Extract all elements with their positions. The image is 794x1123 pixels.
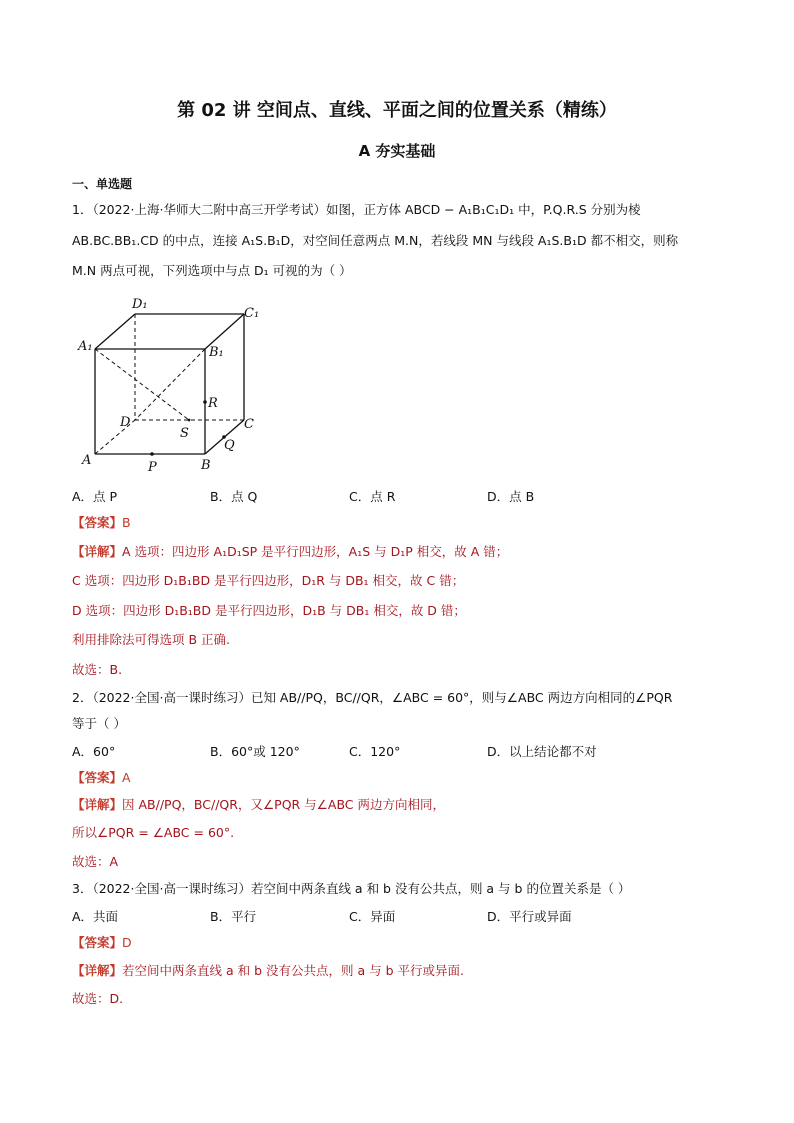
section-subtitle: A 夯实基础 [358,142,436,160]
q3-choose: 故选：D. [72,991,124,1006]
q3-detail-1 [72,962,464,980]
q3-answer [72,934,132,952]
q2-choose: 故选：A [72,854,119,869]
detail-text: 因 AB//PQ，BC//QR，又∠PQR 与∠ABC 两边方向相同， [122,797,446,812]
detail-tag: 【详解】 [72,544,123,559]
detail-tag: 【详解】 [72,963,123,978]
answer-value: D [122,935,132,950]
q2-detail-2: 所以∠PQR = ∠ABC = 60°. [72,825,235,840]
answer-tag: 【答案】 [72,770,123,785]
label-A1: A₁ [78,339,93,354]
section-heading: 一、单选题 [72,177,133,191]
q2-option-c: C．120° [349,744,401,759]
q1-option-d: D．点 B [487,489,535,504]
q3-stem-line1: 3．（2022·全国·高一课时练习）若空间中两条直线 a 和 b 没有公共点，则 a 与 b 的位置关系是（ ） [72,881,631,896]
page-title: 第 02 讲 空间点、直线、平面之间的位置关系（精练） [177,100,617,121]
answer-tag: 【答案】 [72,515,123,530]
q2-detail-1 [72,796,445,814]
q2-stem-line1: 2．（2022·全国·高一课时练习）已知 AB//PQ，BC//QR，∠ABC = 60°，则与∠ABC 两边方向相同的∠PQR [72,690,673,705]
q1-option-b: B．点 Q [210,489,258,504]
detail-tag: 【详解】 [72,797,123,812]
q1-option-c: C．点 R [349,489,396,504]
q3-option-d: D．平行或异面 [487,909,572,924]
q1-detail-3: D 选项：四边形 D₁B₁BD 是平行四边形，D₁B 与 DB₁ 相交，故 D 错； [72,603,466,618]
label-C1: C₁ [244,306,260,321]
answer-value: B [122,515,131,530]
label-P: P [148,460,157,475]
q2-option-a: A．60° [72,744,116,759]
q1-option-a: A．点 P [72,489,118,504]
label-S: S [180,426,189,441]
q3-option-b: B．平行 [210,909,257,924]
q1-answer [72,514,131,532]
label-A: A [82,453,92,468]
label-D: D [120,415,131,430]
q3-option-a: A．共面 [72,909,119,924]
label-B: B [201,458,211,473]
q3-option-c: C．异面 [349,909,396,924]
q2-option-b: B．60°或 120° [210,744,300,759]
label-Q: Q [224,438,235,453]
q1-stem-line3: M.N 两点可视，下列选项中与点 D₁ 可视的为（ ） [72,263,352,278]
q2-option-d: D．以上结论都不对 [487,744,597,759]
q1-detail-2: C 选项：四边形 D₁B₁BD 是平行四边形，D₁R 与 DB₁ 相交，故 C 错； [72,573,465,588]
label-D1: D₁ [132,297,148,312]
q2-answer [72,769,131,787]
q1-choose: 故选：B. [72,662,123,677]
label-R: R [208,396,218,411]
answer-tag: 【答案】 [72,935,123,950]
q1-stem-line2: AB.BC.BB₁.CD 的中点，连接 A₁S.B₁D，对空间任意两点 M.N，若线段 MN 与线段 A₁S.B₁D 都不相交，则称 [72,233,679,248]
label-B1: B₁ [209,345,224,360]
q1-stem-line1: 1．（2022·上海·华师大二附中高三开学考试）如图，正方体 ABCD − A₁B₁C₁D₁ 中，P.Q.R.S 分别为棱 [72,202,641,217]
detail-text: 若空间中两条直线 a 和 b 没有公共点，则 a 与 b 平行或异面. [122,963,464,978]
cube-figure [72,292,282,482]
detail-text: A 选项：四边形 A₁D₁SP 是平行四边形，A₁S 与 D₁P 相交，故 A 错； [122,544,509,559]
q2-stem-line2: 等于（ ） [72,716,126,731]
q1-detail-1 [72,543,508,561]
answer-value: A [122,770,131,785]
label-C: C [244,417,254,432]
q1-detail-4: 利用排除法可得选项 B 正确. [72,632,230,647]
